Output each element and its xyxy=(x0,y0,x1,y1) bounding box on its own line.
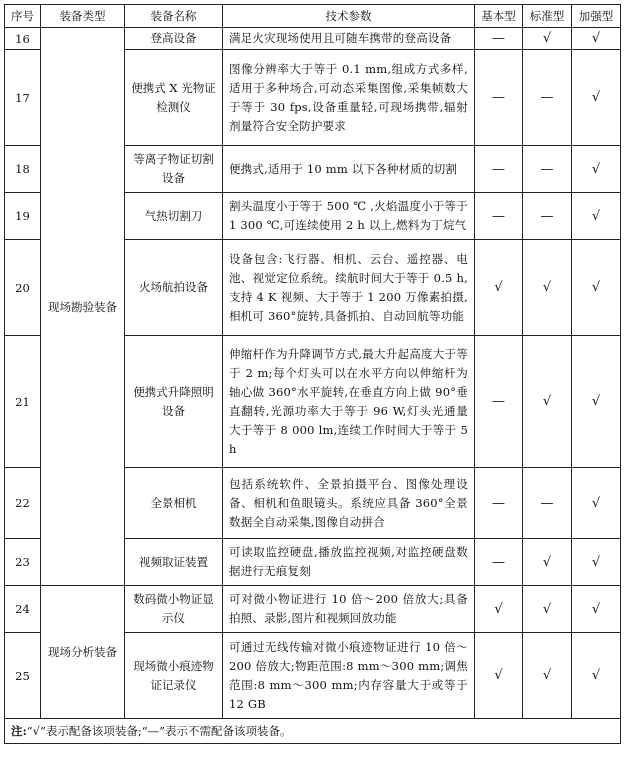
row-name: 等离子物证切割设备 xyxy=(125,146,223,193)
row-no: 23 xyxy=(5,539,41,586)
row-no: 18 xyxy=(5,146,41,193)
row-standard: — xyxy=(523,50,572,146)
group-field-survey: 现场勘验装备 xyxy=(41,28,125,586)
row-basic: — xyxy=(475,336,523,468)
row-basic: √ xyxy=(475,240,523,336)
row-standard: √ xyxy=(523,586,572,633)
row-basic: √ xyxy=(475,633,523,719)
row-no: 16 xyxy=(5,28,41,50)
row-basic: — xyxy=(475,468,523,539)
row-standard: √ xyxy=(523,336,572,468)
equipment-table-document xyxy=(4,4,621,744)
note-text: “√”表示配备该项装备;“—”表示不需配备该项装备。 xyxy=(26,724,292,738)
row-basic: √ xyxy=(475,586,523,633)
row-enhanced: √ xyxy=(572,240,621,336)
row-params: 可读取监控硬盘,播放监控视频,对监控硬盘数据进行无痕复刻 xyxy=(223,539,475,586)
row-params: 割头温度小于等于 500 ℃ ,火焰温度小于等于 1 300 ℃,可连续使用 2 h 以上,燃料为丁烷气 xyxy=(223,193,475,240)
row-params: 伸缩杆作为升降调节方式,最大升起高度大于等于 2 m;每个灯头可以在水平方向以伸缩杆为轴心做 360°水平旋转,在垂直方向上做 90°垂直翻转,光源功率大于等于 96 W,灯头光通量大于等于 8 000 lm,连续工作时间大于等于 5 h xyxy=(223,336,475,468)
row-standard: — xyxy=(523,468,572,539)
table-note xyxy=(5,719,621,744)
row-standard: — xyxy=(523,146,572,193)
row-no: 17 xyxy=(5,50,41,146)
row-basic: — xyxy=(475,50,523,146)
row-enhanced: √ xyxy=(572,50,621,146)
row-basic: — xyxy=(475,193,523,240)
row-basic: — xyxy=(475,28,523,50)
row-params: 可对微小物证进行 10 倍～200 倍放大;具备拍照、录影,图片和视频回放功能 xyxy=(223,586,475,633)
row-standard: √ xyxy=(523,633,572,719)
header-no: 序号 xyxy=(5,5,41,28)
row-name: 便携式升降照明设备 xyxy=(125,336,223,468)
header-row xyxy=(5,5,621,28)
row-params: 可通过无线传输对微小痕迹物证进行 10 倍～200 倍放大;物距范围:8 mm～300 mm;调焦范围:8 mm～300 mm;内存容量大于或等于 12 GB xyxy=(223,633,475,719)
header-standard: 标准型 xyxy=(523,5,572,28)
row-params: 包括系统软件、全景拍摄平台、图像处理设备、相机和鱼眼镜头。系统应具备 360°全景数据全自动采集,图像自动拼合 xyxy=(223,468,475,539)
row-name: 气热切割刀 xyxy=(125,193,223,240)
row-enhanced: √ xyxy=(572,539,621,586)
group-field-analysis: 现场分析装备 xyxy=(41,586,125,719)
row-no: 20 xyxy=(5,240,41,336)
header-params: 技术参数 xyxy=(223,5,475,28)
row-no: 25 xyxy=(5,633,41,719)
row-enhanced: √ xyxy=(572,336,621,468)
row-name: 登高设备 xyxy=(125,28,223,50)
header-basic: 基本型 xyxy=(475,5,523,28)
table-row xyxy=(5,28,621,50)
note-row xyxy=(5,719,621,744)
row-standard: √ xyxy=(523,539,572,586)
table-row xyxy=(5,586,621,633)
header-enhanced: 加强型 xyxy=(572,5,621,28)
row-name: 现场微小痕迹物证记录仪 xyxy=(125,633,223,719)
row-basic: — xyxy=(475,146,523,193)
row-name: 火场航拍设备 xyxy=(125,240,223,336)
row-no: 22 xyxy=(5,468,41,539)
header-name: 装备名称 xyxy=(125,5,223,28)
row-enhanced: √ xyxy=(572,193,621,240)
row-params: 便携式,适用于 10 mm 以下各种材质的切割 xyxy=(223,146,475,193)
header-type: 装备类型 xyxy=(41,5,125,28)
row-enhanced: √ xyxy=(572,633,621,719)
row-basic: — xyxy=(475,539,523,586)
row-no: 21 xyxy=(5,336,41,468)
row-enhanced: √ xyxy=(572,28,621,50)
row-no: 24 xyxy=(5,586,41,633)
row-standard: √ xyxy=(523,240,572,336)
row-standard: √ xyxy=(523,28,572,50)
row-no: 19 xyxy=(5,193,41,240)
row-name: 便携式 X 光物证检测仪 xyxy=(125,50,223,146)
row-enhanced: √ xyxy=(572,146,621,193)
row-name: 视频取证装置 xyxy=(125,539,223,586)
row-params: 图像分辨率大于等于 0.1 mm,组成方式多样,适用于多种场合,可动态采集图像,采集帧数大于等于 30 fps,设备重量轻,可现场携带,辐射剂量符合安全防护要求 xyxy=(223,50,475,146)
row-standard: — xyxy=(523,193,572,240)
equipment-table xyxy=(4,4,621,744)
row-enhanced: √ xyxy=(572,468,621,539)
row-name: 全景相机 xyxy=(125,468,223,539)
row-enhanced: √ xyxy=(572,586,621,633)
row-params: 设备包含:飞行器、相机、云台、遥控器、电池、视觉定位系统。续航时间大于等于 0.5 h,支持 4 K 视频、大于等于 1 200 万像素拍摄,相机可 360°旋转,具备抓拍、自动回航等功能 xyxy=(223,240,475,336)
row-params: 满足火灾现场使用且可随车携带的登高设备 xyxy=(223,28,475,50)
note-label: 注: xyxy=(11,724,27,738)
row-name: 数码微小物证显示仪 xyxy=(125,586,223,633)
